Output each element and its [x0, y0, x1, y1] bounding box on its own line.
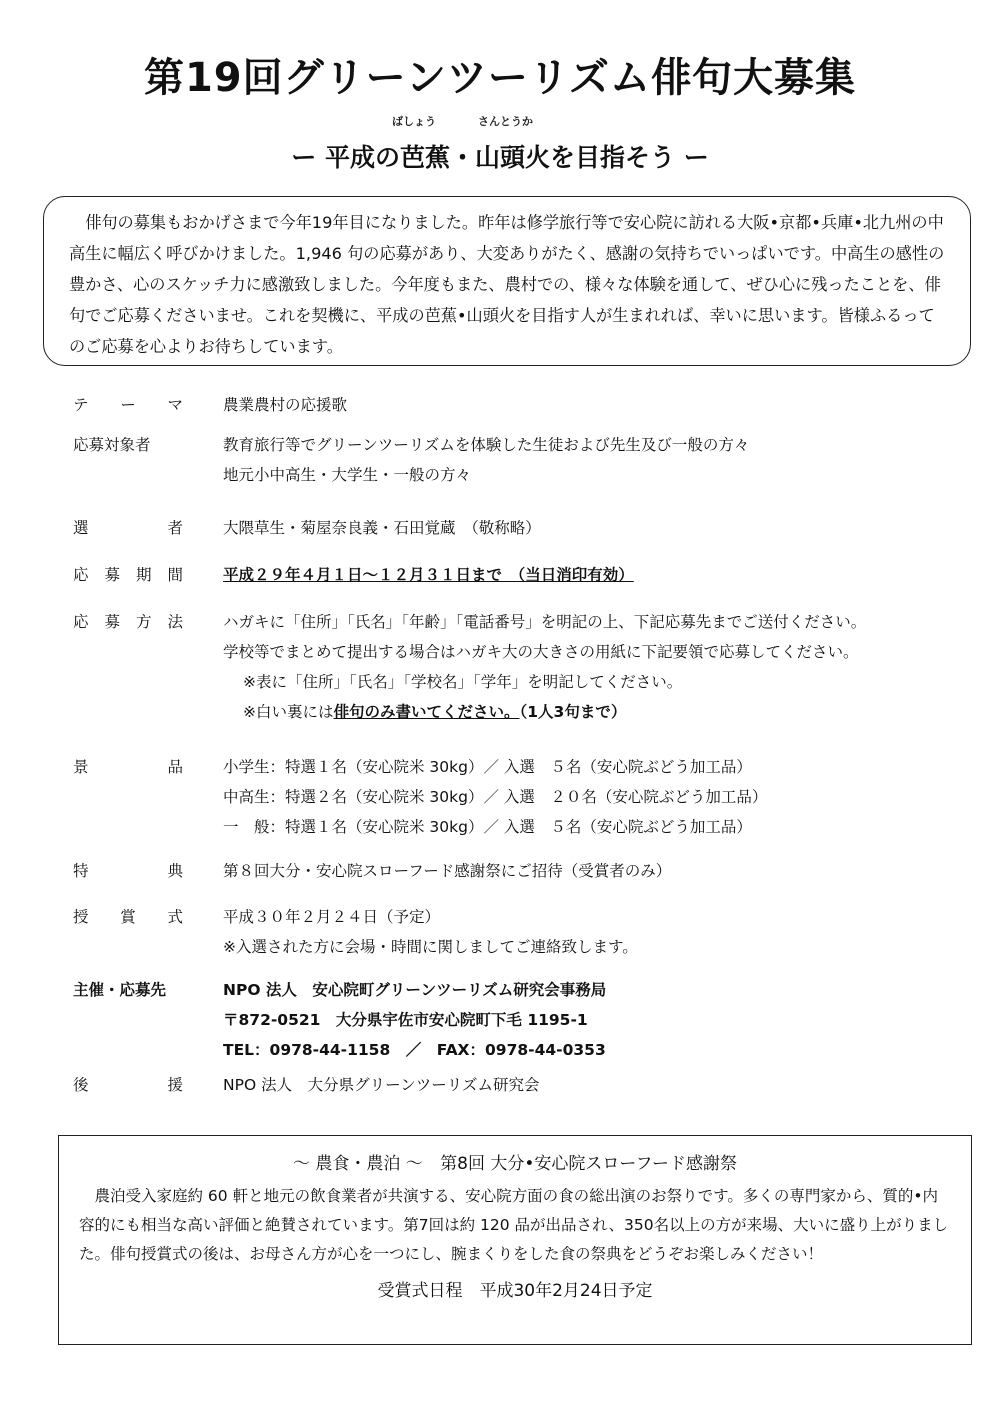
label-benefit: 特 典	[73, 862, 183, 880]
value-organizer: NPO 法人 安心院町グリーンツーリズム研究会事務局 〒872-0521 大分県宇佐市安心院町下毛 1195-1 TEL：0978-44-1158 ／ FAX：0978-44-0353	[223, 981, 607, 1059]
event-heading: ～ 農食・農泊 ～ 第8回 大分•安心院スローフード感謝祭	[292, 1154, 738, 1174]
page-subtitle: ー 平成の芭蕉・山頭火を目指そう ー	[291, 143, 709, 172]
value-theme: 農業農村の応援歌	[223, 396, 348, 414]
label-theme: テ ー マ	[73, 396, 183, 414]
ruby-santoka: さんとうか	[478, 115, 533, 128]
value-judges: 大隈草生・菊屋奈良義・石田覚蔵 （敬称略）	[223, 519, 541, 537]
value-prizes: 小学生：特選１名（安心院米 30kg）／ 入選 ５名（安心院ぶどう加工品） 中高生：特選２名（安心院米 30kg）／ 入選 ２０名（安心院ぶどう加工品） 一 般：特選１名（安心院米 30kg）／ 入選 ５名（安心院ぶどう加工品）	[223, 758, 768, 836]
value-benefit: 第８回大分・安心院スローフード感謝祭にご招待（受賞者のみ）	[223, 862, 672, 880]
intro-text: 俳句の募集もおかげさまで今年19年目になりました。昨年は修学旅行等で安心院に訪れる大阪•京都•兵庫•北九州の中高生に幅広く呼びかけました。1,946 句の応募があり、大変ありがたく、感謝の気持ちでいっぱいです。中高生の感性の豊かさ、心のスケッチ力に感激致しました。今年度もまた、農村での、様々な体験を通して、ぜひ心に残ったことを、俳句でご応募くださいませ。これを契機に、平成の芭蕉•山頭火を目指す人が生まれれば、幸いに思います。皆様ふるってのご応募を心よりお待ちしています。	[69, 213, 945, 356]
event-schedule: 受賞式日程 平成30年2月24日予定	[377, 1281, 653, 1301]
ruby-basho: ばしょう	[392, 115, 436, 128]
intro-box	[43, 196, 971, 366]
label-method: 応 募 方 法	[73, 613, 183, 631]
value-period: 平成２９年４月１日～１２月３１日まで （当日消印有効）	[223, 566, 634, 584]
label-period: 応 募 期 間	[73, 566, 183, 584]
label-ceremony: 授 賞 式	[73, 908, 183, 926]
value-ceremony: 平成３０年２月２４日（予定） ※入選された方に会場・時間に関しましてご連絡致します。	[223, 908, 638, 956]
label-support: 後 援	[73, 1076, 183, 1094]
value-support: NPO 法人 大分県グリーンツーリズム研究会	[223, 1076, 540, 1094]
page-title: 第19回グリーンツーリズム俳句大募集	[143, 55, 857, 101]
value-method: ハガキに「住所」「氏名」「年齢」「電話番号」を明記の上、下記応募先までご送付ください。 学校等でまとめて提出する場合はハガキ大の大きさの用紙に下記要領で応募してください。 ※表に「住所」「氏名」「学校名」「学年」を明記してください。 ※白い裏には俳句のみ書いてください。（1人3句まで）	[223, 607, 963, 727]
label-prizes: 景 品	[73, 758, 183, 776]
method-note: ※白い裏には俳句のみ書いてください。（1人3句まで）	[243, 703, 627, 721]
event-box	[58, 1135, 972, 1345]
label-eligibility: 応募対象者	[73, 436, 151, 454]
event-body: 農泊受入家庭約 60 軒と地元の飲食業者が共演する、安心院方面の食の総出演のお祭りです。多くの専門家から、質的•内容的にも相当な高い評価と絶賛されています。第7回は約 120 品が出品され、350名以上の方が来場、大いに盛り上がりました。俳句授賞式の後は、お母さん方が心を一つにし、腕まくりをした食の祭典をどうぞお楽しみください！	[79, 1187, 949, 1263]
label-organizer: 主催・応募先	[73, 981, 167, 999]
label-judges: 選 者	[73, 519, 183, 537]
value-eligibility: 教育旅行等でグリーンツーリズムを体験した生徒および先生及び一般の方々 地元小中高生・大学生・一般の方々	[223, 436, 750, 484]
